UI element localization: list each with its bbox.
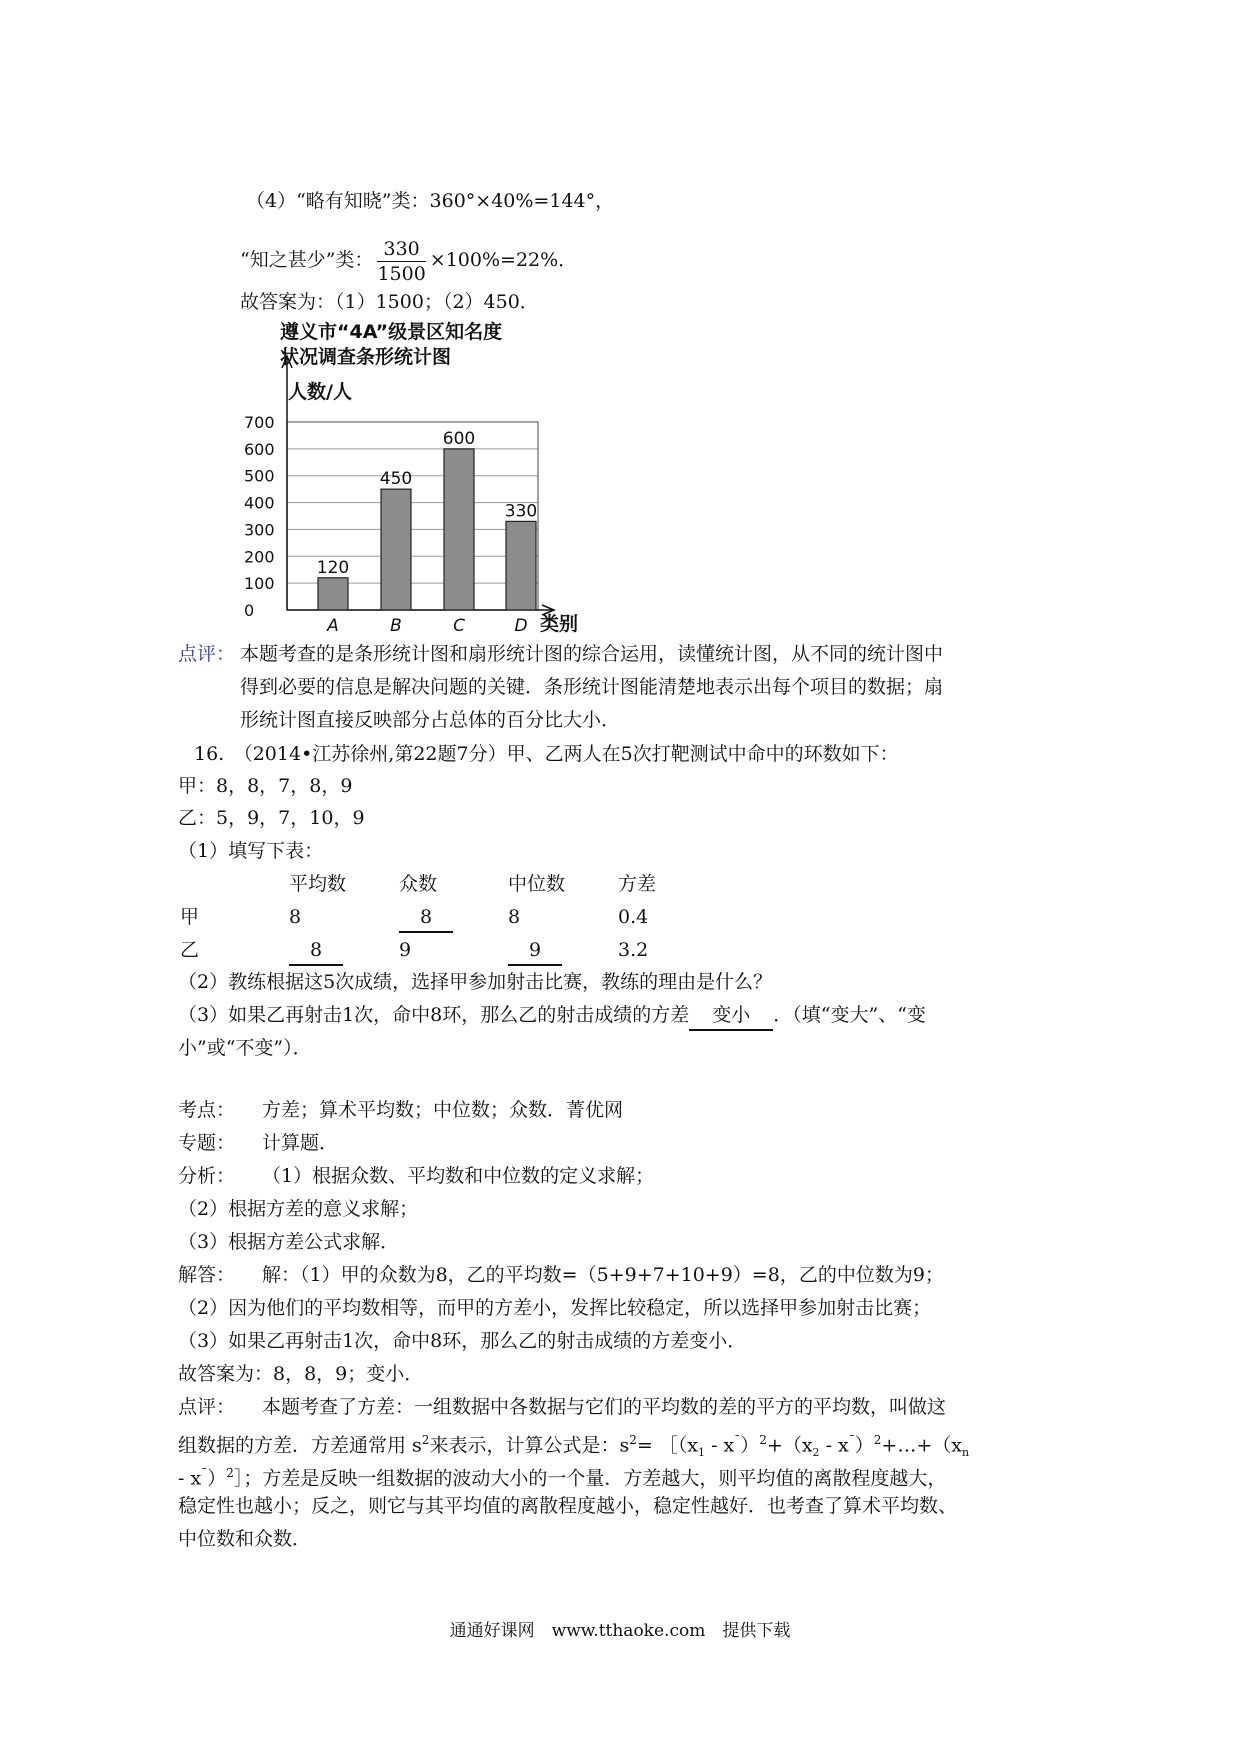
text: = ［（x [636, 1434, 699, 1457]
chart-title-line1: 遵义市“4A”级景区知名度 [280, 321, 503, 343]
bar-value-label: 600 [442, 428, 476, 449]
filled-blank: 9 [508, 936, 562, 966]
bar-value-label: 330 [504, 501, 538, 522]
text: 来表示，计算公式是：s [429, 1434, 630, 1457]
x-tick-label: C [453, 616, 465, 636]
fenxi-label: 分析： [178, 1165, 236, 1187]
page-footer: 通通好课网 www.tthaoke.com 提供下载 [449, 1621, 791, 1641]
bar-value-label: 450 [379, 469, 413, 490]
table-row-yi-mean [289, 936, 343, 966]
fenxi-line3: （3）根据方差公式求解． [178, 1231, 400, 1253]
y-tick-label: 200 [244, 547, 275, 567]
mean-bar: ¯ [848, 1433, 855, 1447]
q16-part3-prefix: （3）如果乙再射击1次，命中8环，那么乙的射击成绩的方差 [178, 1004, 690, 1026]
table-row-jia-variance: 0.4 [618, 906, 649, 928]
text: - x [819, 1434, 849, 1457]
dianping-line5: 中位数和众数． [178, 1528, 312, 1550]
filled-blank: 8 [289, 936, 343, 966]
superscript: 2 [421, 1433, 430, 1447]
comment1-line1: 本题考查的是条形统计图和扇形统计图的综合运用，读懂统计图，从不同的统计图中 [240, 643, 944, 665]
comment1-label: 点评： [178, 643, 236, 665]
y-tick-label: 500 [244, 466, 275, 486]
table-header-median: 中位数 [508, 873, 566, 895]
bar-a [318, 578, 348, 610]
answer-line: 故答案为：（1）1500；（2）450． [240, 291, 539, 313]
subscript: 1 [698, 1446, 706, 1460]
dianping-line3 [178, 1459, 946, 1492]
chart-title-line2: 状况调查条形统计图 [280, 346, 452, 368]
q16-part3 [178, 1001, 926, 1031]
text: ） [854, 1434, 874, 1457]
y-tick-label: 700 [244, 413, 275, 432]
x-tick-label: D [514, 616, 528, 636]
jieda-line2: （2）因为他们的平均数相等，而甲的方差小，发挥比较稳定，所以选择甲参加射击比赛； [178, 1297, 932, 1319]
superscript: 2 [226, 1466, 234, 1480]
table-row-jia-median: 8 [508, 906, 521, 928]
table-row-jia-name: 甲 [180, 906, 200, 928]
q16-part1: （1）填写下表： [178, 840, 324, 862]
text: +…+（x [881, 1434, 962, 1457]
jieda-label: 解答： [178, 1264, 236, 1286]
x-tick-label: A [327, 616, 339, 636]
text: - x [705, 1434, 735, 1457]
subscript: n [961, 1446, 970, 1460]
x-tick-label: B [390, 616, 402, 636]
kaodian-text: 方差；算术平均数；中位数；众数．菁优网 [262, 1099, 624, 1121]
table-row-yi-mode: 9 [399, 939, 412, 961]
zhuanti-label: 专题： [178, 1132, 236, 1154]
q16-jia-scores: 甲：8，8，7，8，9 [178, 775, 353, 797]
table-row-yi-median [508, 936, 562, 966]
y-tick-label: 300 [244, 520, 275, 540]
bar-b [381, 489, 411, 610]
zhuanti-text: 计算题． [262, 1132, 339, 1154]
subscript: 2 [812, 1446, 820, 1460]
jieda-line1: 解：（1）甲的众数为8，乙的平均数=（5+9+7+10+9）=8，乙的中位数为9； [262, 1264, 944, 1286]
q16-part2: （2）教练根据这5次成绩，选择甲参加射击比赛，教练的理由是什么？ [178, 971, 773, 993]
y-tick-label: 100 [244, 574, 275, 594]
text: - x [178, 1467, 202, 1490]
text: ］；方差是反映一组数据的波动大小的一个量．方差越大，则平均值的离散程度越大， [233, 1467, 947, 1490]
q16-header: 16. （2014•江苏徐州,第22题7分）甲、乙两人在5次打靶测试中命中的环数如下： [194, 743, 899, 765]
analysis-answer: 故答案为：8，8，9；变小． [178, 1363, 424, 1385]
q16-yi-scores: 乙：5，9，7，10，9 [178, 807, 365, 829]
mean-bar: ¯ [201, 1466, 208, 1480]
jieda-line3: （3）如果乙再射击1次，命中8环，那么乙的射击成绩的方差变小． [178, 1330, 747, 1352]
text: ） [207, 1467, 227, 1490]
bar-chart [230, 318, 610, 640]
superscript: 2 [873, 1433, 882, 1447]
fraction [377, 237, 425, 286]
mean-bar: ¯ [734, 1433, 741, 1447]
y-tick-label: 600 [244, 439, 275, 459]
comment1-line2: 得到必要的信息是解决问题的关键．条形统计图能清楚地表示出每个项目的数据；扇 [240, 676, 944, 698]
superscript: 2 [759, 1433, 767, 1447]
filled-blank: 8 [399, 903, 453, 933]
table-row-yi-name: 乙 [180, 939, 200, 961]
fenxi-line2: （2）根据方差的意义求解； [178, 1198, 419, 1220]
bar-c [444, 449, 474, 610]
y-axis-label: 人数/人 [288, 381, 352, 403]
bar-d [506, 521, 536, 610]
dianping-line1: 本题考查了方差：一组数据中各数据与它们的平均数的差的平方的平均数，叫做这 [262, 1396, 947, 1418]
text: +（x [766, 1434, 813, 1457]
x-axis-label: 类别 [540, 613, 579, 635]
y-tick-label: 400 [244, 493, 275, 513]
part4-line2-suffix: ×100%=22%． [429, 249, 578, 271]
fenxi-line1: （1）根据众数、平均数和中位数的定义求解； [262, 1165, 655, 1187]
bar-value-label: 120 [316, 557, 350, 578]
table-header-mode: 众数 [399, 873, 438, 895]
superscript: 2 [629, 1433, 637, 1447]
dianping-label: 点评： [178, 1396, 236, 1418]
part4-line2 [240, 232, 577, 288]
fraction-numerator: 330 [377, 237, 425, 262]
fraction-denominator: 1500 [377, 262, 426, 285]
table-header-mean: 平均数 [289, 873, 347, 895]
y-tick-label: 0 [244, 601, 255, 620]
q16-part3-suffix: ．（填“变大”、“变 [773, 1004, 926, 1026]
table-row-jia-mean: 8 [289, 906, 302, 928]
table-header-variance: 方差 [618, 873, 657, 895]
table-row-yi-variance: 3.2 [618, 939, 649, 961]
part4-line2-prefix: “知之甚少”类： [240, 249, 374, 271]
part4-line1: （4）“略有知晓”类：360°×40%=144°， [246, 190, 615, 212]
kaodian-label: 考点： [178, 1099, 236, 1121]
dianping-line4: 稳定性也越小；反之，则它与其平均值的离散程度越小，稳定性越好．也考查了算术平均数、 [178, 1495, 958, 1517]
table-row-jia-mode [399, 903, 453, 933]
comment1-line3: 形统计图直接反映部分占总体的百分比大小． [240, 709, 621, 731]
text: 组数据的方差．方差通常用 s [178, 1434, 422, 1457]
filled-blank: 变小 [689, 1001, 773, 1031]
q16-part3-line2: 小”或“不变”）． [178, 1037, 312, 1059]
text: ） [740, 1434, 760, 1457]
